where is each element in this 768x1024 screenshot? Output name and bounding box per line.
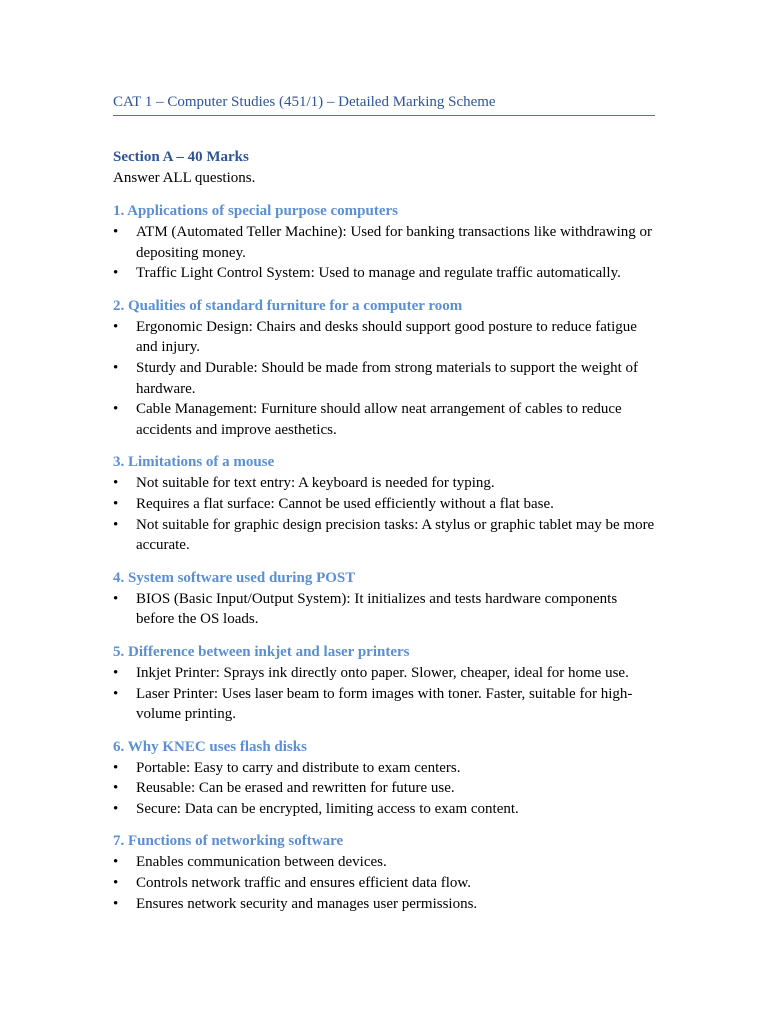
question-3 xyxy=(113,452,655,555)
question-7 xyxy=(113,831,655,914)
answer-text: Ensures network security and manages user permissions. xyxy=(136,895,478,912)
answer-text: Secure: Data can be encrypted, limiting access to exam content. xyxy=(136,800,519,817)
bullet-icon: • xyxy=(113,895,119,912)
bullet-icon: • xyxy=(113,875,119,892)
bullet-icon: • xyxy=(113,590,119,607)
answer-item xyxy=(113,358,655,399)
answer-item xyxy=(113,684,655,725)
answer-list xyxy=(113,473,655,555)
bullet-icon: • xyxy=(113,224,119,240)
answer-list xyxy=(113,222,655,284)
answer-item xyxy=(113,852,655,873)
answer-item xyxy=(113,515,655,556)
bullet-icon: • xyxy=(113,759,119,776)
bullet-icon: • xyxy=(113,318,119,335)
question-heading: 6. Why KNEC uses flash disks xyxy=(113,738,307,755)
bullet-icon: • xyxy=(113,475,119,492)
answer-item xyxy=(113,473,655,494)
question-heading: 4. System software used during POST xyxy=(113,569,356,586)
question-2 xyxy=(113,296,655,441)
question-6 xyxy=(113,737,655,820)
answer-item xyxy=(113,778,655,799)
answer-text: Requires a flat surface: Cannot be used efficiently without a flat base. xyxy=(136,495,554,512)
answer-list xyxy=(113,589,655,630)
answer-text: Laser Printer: Uses laser beam to form images with toner. Faster, suitable for high-volume printing. xyxy=(136,685,633,723)
section-instruction: Answer ALL questions. xyxy=(113,170,256,186)
answer-list xyxy=(113,852,655,914)
question-heading: 7. Functions of networking software xyxy=(113,833,344,850)
bullet-icon: • xyxy=(113,800,119,817)
answer-text: Portable: Easy to carry and distribute to exam centers. xyxy=(136,759,461,776)
answer-text: Sturdy and Durable: Should be made from strong materials to support the weight of hardware. xyxy=(136,359,638,397)
question-heading: 3. Limitations of a mouse xyxy=(113,454,275,471)
answer-item xyxy=(113,799,655,820)
question-4 xyxy=(113,568,655,630)
bullet-icon: • xyxy=(113,685,119,702)
answer-text: Reusable: Can be erased and rewritten for future use. xyxy=(136,780,455,797)
document-body xyxy=(113,147,655,914)
bullet-icon: • xyxy=(113,265,119,282)
answer-text: Ergonomic Design: Chairs and desks should support good posture to reduce fatigue and injury. xyxy=(136,318,637,356)
document-title: CAT 1 – Computer Studies (451/1) – Detailed Marking Scheme xyxy=(113,94,496,110)
answer-list xyxy=(113,758,655,820)
bullet-icon: • xyxy=(113,854,119,871)
answer-item xyxy=(113,873,655,894)
answer-text: Enables communication between devices. xyxy=(136,854,387,871)
answer-text: Controls network traffic and ensures efficient data flow. xyxy=(136,875,472,892)
answer-item xyxy=(113,894,655,915)
title-underline xyxy=(113,115,655,116)
answer-list xyxy=(113,317,655,441)
answer-list xyxy=(113,663,655,725)
bullet-icon: • xyxy=(113,359,119,376)
bullet-icon: • xyxy=(113,664,119,681)
answer-text: ATM (Automated Teller Machine): Used for banking transactions like withdrawing or depositing money. xyxy=(136,224,653,261)
answer-item xyxy=(113,758,655,779)
answer-item xyxy=(113,494,655,515)
answer-text: Not suitable for graphic design precision tasks: A stylus or graphic tablet may be more accurate. xyxy=(136,516,655,554)
bullet-icon: • xyxy=(113,495,119,512)
answer-text: Traffic Light Control System: Used to manage and regulate traffic automatically. xyxy=(136,265,621,282)
question-heading: 2. Qualities of standard furniture for a computer room xyxy=(113,297,463,314)
section-heading: Section A – 40 Marks xyxy=(113,149,249,165)
question-5 xyxy=(113,642,655,725)
answer-item xyxy=(113,589,655,630)
answer-item xyxy=(113,317,655,358)
question-1 xyxy=(113,201,655,284)
answer-item xyxy=(113,399,655,440)
answer-text: BIOS (Basic Input/Output System): It initializes and tests hardware components before the OS loads. xyxy=(136,590,618,628)
bullet-icon: • xyxy=(113,401,119,418)
answer-text: Not suitable for text entry: A keyboard is needed for typing. xyxy=(136,475,495,492)
question-heading: 5. Difference between inkjet and laser printers xyxy=(113,643,410,660)
bullet-icon: • xyxy=(113,516,119,533)
bullet-icon: • xyxy=(113,780,119,797)
answer-item xyxy=(113,222,655,263)
answer-text: Inkjet Printer: Sprays ink directly onto paper. Slower, cheaper, ideal for home use. xyxy=(136,664,629,681)
answer-text: Cable Management: Furniture should allow neat arrangement of cables to reduce accidents and improve aesthetics. xyxy=(136,401,622,438)
answer-item xyxy=(113,663,655,684)
answer-item xyxy=(113,263,655,284)
question-heading: 1. Applications of special purpose computers xyxy=(113,203,399,219)
